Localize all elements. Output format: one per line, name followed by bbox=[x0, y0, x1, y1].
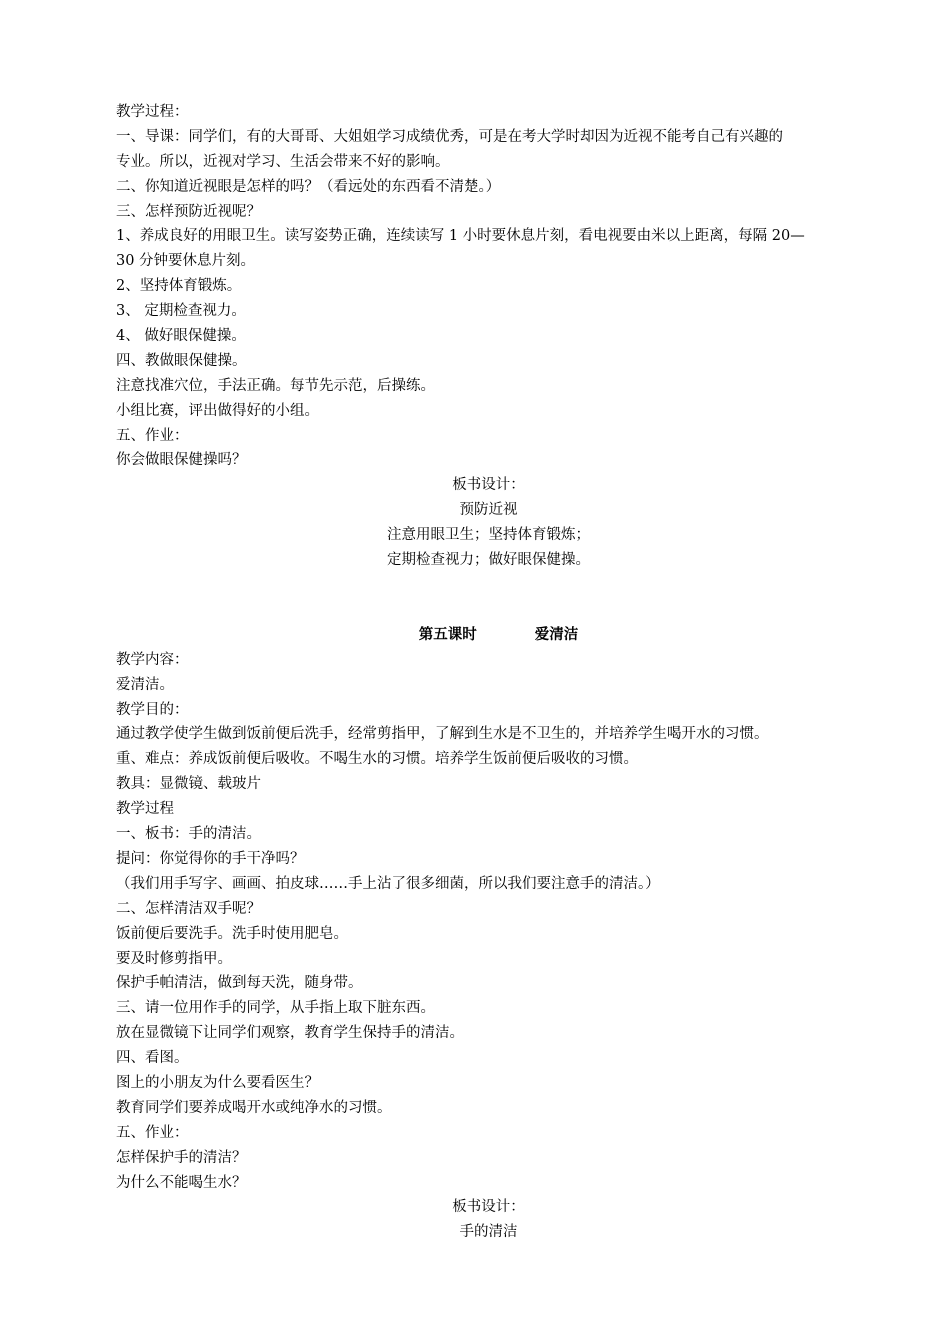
text-line: 注意找准穴位，手法正确。每节先示范，后操练。 bbox=[116, 377, 435, 394]
text-line: 你会做眼保健操吗？ bbox=[116, 452, 247, 469]
board-design bbox=[116, 473, 861, 573]
text-line: 五、作业： bbox=[116, 1124, 189, 1141]
section-gap bbox=[116, 573, 861, 623]
text-line: 一、导课：同学们，有的大哥哥、大姐姐学习成绩优秀，可是在考大学时却因为近视不能考自己有兴趣的 bbox=[116, 128, 783, 145]
text-line: 二、你知道近视眼是怎样的吗？（看远处的东西看不清楚。） bbox=[116, 178, 501, 195]
text-line: 2、坚持体育锻炼。 bbox=[116, 278, 242, 295]
board-title: 板书设计： bbox=[452, 1199, 525, 1216]
text-line: 怎样保护手的清洁？ bbox=[116, 1149, 247, 1166]
text-line: （我们用手写字、画画、拍皮球……手上沾了很多细菌，所以我们要注意手的清洁。） bbox=[116, 875, 660, 892]
text-line: 保护手帕清洁，做到每天洗，随身带。 bbox=[116, 975, 363, 992]
text-line: 五、作业： bbox=[116, 427, 189, 444]
text-line: 教育同学们要养成喝开水或纯净水的习惯。 bbox=[116, 1099, 392, 1116]
text-line: 要及时修剪指甲。 bbox=[116, 950, 232, 967]
text-line: 教学过程： bbox=[116, 104, 189, 120]
text-line: 三、怎样预防近视呢？ bbox=[116, 203, 261, 220]
board-title: 板书设计： bbox=[452, 477, 525, 494]
section-eye-care bbox=[116, 100, 861, 573]
text-line: 小组比赛，评出做得好的小组。 bbox=[116, 402, 319, 419]
text-line: 提问：你觉得你的手干净吗？ bbox=[116, 850, 305, 867]
lesson-heading bbox=[116, 623, 861, 648]
text-line: 二、怎样清洁双手呢？ bbox=[116, 900, 261, 917]
text-line: 教学内容： bbox=[116, 651, 189, 668]
text-line: 3、 定期检查视力。 bbox=[116, 303, 246, 320]
text-line: 教学过程 bbox=[116, 801, 174, 818]
lesson-number: 第五课时 bbox=[418, 625, 477, 643]
text-line: 图上的小朋友为什么要看医生？ bbox=[116, 1074, 319, 1091]
text-line: 四、教做眼保健操。 bbox=[116, 352, 247, 369]
text-line: 专业。所以，近视对学习、生活会带来不好的影响。 bbox=[116, 153, 450, 170]
section-cleanliness bbox=[116, 623, 861, 1245]
text-line: 4、 做好眼保健操。 bbox=[116, 328, 246, 345]
board-line: 预防近视 bbox=[459, 502, 518, 519]
text-line: 通过教学使学生做到饭前便后洗手，经常剪指甲，了解到生水是不卫生的，并培养学生喝开水的习惯。 bbox=[116, 726, 769, 743]
board-line: 定期检查视力；做好眼保健操。 bbox=[387, 552, 590, 569]
board-design bbox=[116, 1195, 861, 1245]
text-line: 为什么不能喝生水？ bbox=[116, 1174, 247, 1191]
lesson-title: 爱清洁 bbox=[534, 625, 579, 643]
text-line: 30 分钟要休息片刻。 bbox=[116, 253, 256, 270]
text-line: 四、看图。 bbox=[116, 1050, 189, 1067]
text-line: 1、养成良好的用眼卫生。读写姿势正确，连续读写 1 小时要休息片刻，看电视要由米以上距离，每隔 20— bbox=[116, 228, 805, 245]
text-line: 一、板书：手的清洁。 bbox=[116, 826, 261, 843]
text-line: 教具：显微镜、载玻片 bbox=[116, 776, 261, 793]
text-line: 重、难点：养成饭前便后吸收。不喝生水的习惯。培养学生饭前便后吸收的习惯。 bbox=[116, 751, 638, 768]
text-line: 放在显微镜下让同学们观察，教育学生保持手的清洁。 bbox=[116, 1025, 464, 1042]
text-line: 三、请一位用作手的同学，从手指上取下脏东西。 bbox=[116, 1000, 435, 1017]
text-line: 饭前便后要洗手。洗手时使用肥皂。 bbox=[116, 925, 348, 942]
document-page bbox=[116, 100, 861, 1245]
text-line: 爱清洁。 bbox=[116, 676, 174, 693]
board-line: 手的清洁 bbox=[459, 1224, 518, 1241]
board-line: 注意用眼卫生；坚持体育锻炼； bbox=[387, 527, 590, 544]
text-line: 教学目的： bbox=[116, 701, 189, 718]
